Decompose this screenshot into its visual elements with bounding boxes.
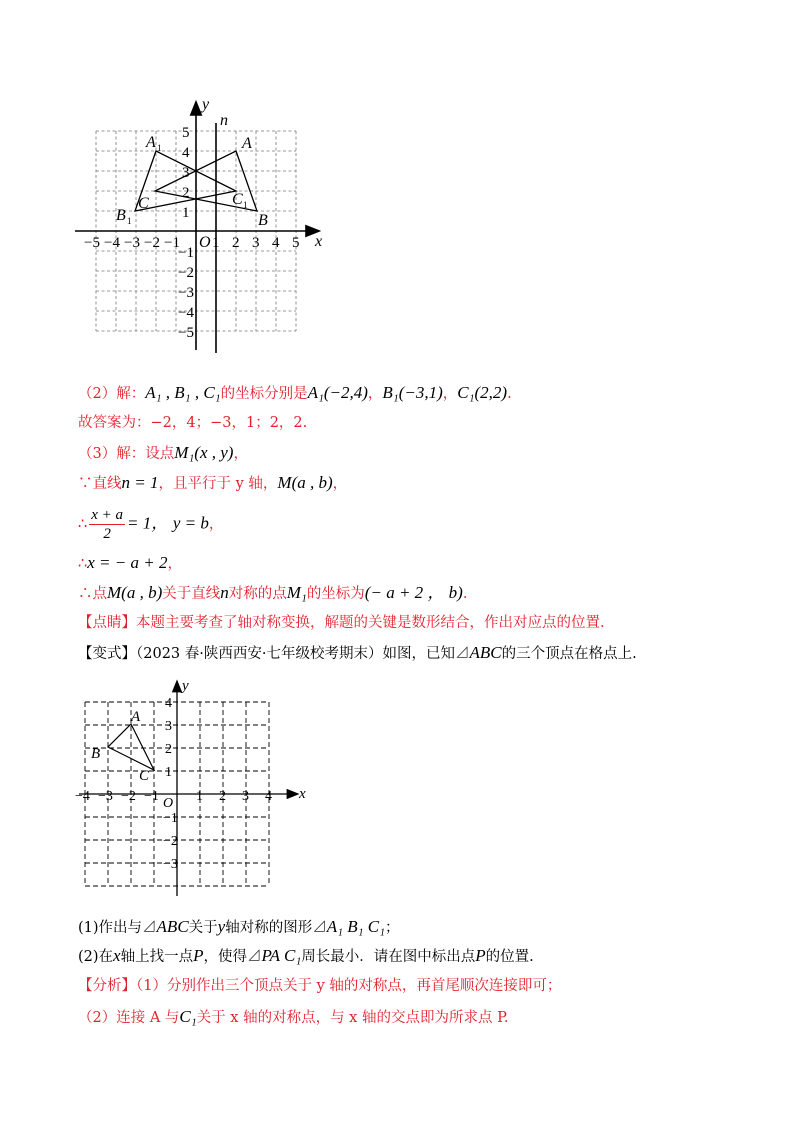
y-tick-label: −4 bbox=[178, 305, 194, 321]
line-part3-setup: （3）解：设点M₁(x , y)， bbox=[78, 443, 248, 462]
line-part3-solve: ∴x = − a + 2， bbox=[78, 553, 182, 572]
y-tick-label: −3 bbox=[163, 857, 178, 872]
origin-label: O bbox=[199, 234, 211, 251]
y-tick-label: −1 bbox=[178, 245, 194, 261]
y-axis-label: y bbox=[202, 96, 210, 113]
y-tick-label: 3 bbox=[182, 165, 190, 181]
x-tick-label: −5 bbox=[84, 235, 100, 251]
x-tick-label: 3 bbox=[252, 235, 260, 251]
figure-2-svg bbox=[75, 676, 315, 901]
line-task-1: (1)作出与⊿ABC关于y轴对称的图形⊿A₁ B₁ C₁； bbox=[78, 917, 400, 936]
x-tick-label: −3 bbox=[98, 789, 113, 804]
y-tick-label: 2 bbox=[165, 742, 172, 757]
x-tick-label: −2 bbox=[121, 789, 136, 804]
y-tick-label: 1 bbox=[182, 205, 190, 221]
figure-1-svg bbox=[70, 95, 340, 360]
y-tick-label: −3 bbox=[178, 285, 194, 301]
fraction: $\frac{x + a}{2}$ bbox=[91, 507, 124, 542]
label-a1-sub: 1 bbox=[157, 143, 162, 153]
x-tick-label: −1 bbox=[164, 235, 180, 251]
figure-coordinate-grid-1 bbox=[70, 95, 340, 360]
x-tick-label: −4 bbox=[75, 789, 90, 804]
y-tick-label: 1 bbox=[165, 765, 172, 780]
x-tick-label: 4 bbox=[272, 235, 280, 251]
x-tick-label: 4 bbox=[265, 789, 272, 804]
line-key-point: 【点睛】本题主要考查了轴对称变换，解题的关键是数形结合，作出对应点的位置. bbox=[78, 615, 605, 631]
y-tick-label: −1 bbox=[163, 811, 178, 826]
y-tick-label: 5 bbox=[182, 125, 190, 141]
label-c: C bbox=[139, 768, 150, 784]
x-axis-label: x bbox=[299, 786, 306, 802]
x-tick-label: 2 bbox=[219, 789, 226, 804]
label-a: A bbox=[242, 135, 252, 152]
label-c1: C bbox=[232, 191, 243, 208]
line-part3-given: ∵直线n = 1，且平行于 y 轴，M(a , b)， bbox=[78, 473, 348, 492]
x-tick-label: −1 bbox=[144, 789, 159, 804]
x-tick-label: 1 bbox=[196, 789, 203, 804]
label-b: B bbox=[258, 212, 268, 229]
label-c: C bbox=[138, 195, 149, 212]
x-tick-label: 1 bbox=[212, 235, 220, 251]
line-part3-conclusion: ∴点M(a , b)关于直线n对称的点M₁的坐标为(− a + 2 ， b). bbox=[78, 583, 468, 602]
label-c1-sub: 1 bbox=[243, 200, 248, 210]
label-b1: B bbox=[116, 207, 126, 224]
y-tick-label: 4 bbox=[182, 145, 190, 161]
line-task-2: (2)在x轴上找一点P，使得⊿PA C₁周长最小．请在图中标出点P的位置. bbox=[78, 946, 534, 965]
x-tick-label: −3 bbox=[124, 235, 140, 251]
x-tick-label: −4 bbox=[104, 235, 120, 251]
y-tick-label: 2 bbox=[182, 185, 190, 201]
y-axis-label: y bbox=[182, 678, 189, 694]
y-tick-label: −2 bbox=[163, 834, 178, 849]
y-tick-label: −2 bbox=[178, 265, 194, 281]
line-answer-coordinates: （2）解：A₁ , B₁ , C₁的坐标分别是A₁(−2,4)，B₁(−3,1)，C₁(2,2). bbox=[78, 383, 512, 402]
line-variant-question: 【变式】（2023 春·陕西西安·七年级校考期末）如图，已知⊿ABC的三个顶点在格点上. bbox=[78, 643, 637, 662]
line-n-label: n bbox=[220, 112, 228, 129]
line-analysis-1: 【分析】（1）分别作出三个顶点关于 y 轴的对称点，再首尾顺次连接即可； bbox=[78, 978, 562, 994]
line-answer-summary: 故答案为：−2，4；−3，1；2，2. bbox=[78, 415, 308, 431]
y-tick-label: 3 bbox=[165, 719, 172, 734]
y-tick-label: −5 bbox=[178, 325, 194, 341]
line-part3-equation: ∴ $\frac{x + a}{2}$ = 1， y = b， bbox=[78, 507, 224, 542]
x-tick-label: 2 bbox=[232, 235, 240, 251]
label-b: B bbox=[91, 746, 101, 762]
line-analysis-2: （2）连接 A 与C₁关于 x 轴的对称点，与 x 轴的交点即为所求点 P. bbox=[78, 1007, 509, 1026]
x-tick-label: −2 bbox=[144, 235, 160, 251]
x-tick-label: 3 bbox=[242, 789, 249, 804]
label-b1-sub: 1 bbox=[127, 216, 132, 226]
y-tick-label: 4 bbox=[165, 696, 172, 711]
figure-coordinate-grid-2 bbox=[75, 676, 315, 901]
origin-label: O bbox=[163, 796, 174, 811]
label-a: A bbox=[131, 709, 141, 725]
x-tick-label: 5 bbox=[292, 235, 300, 251]
x-axis-label: x bbox=[315, 233, 323, 250]
label-a1: A bbox=[146, 134, 156, 151]
